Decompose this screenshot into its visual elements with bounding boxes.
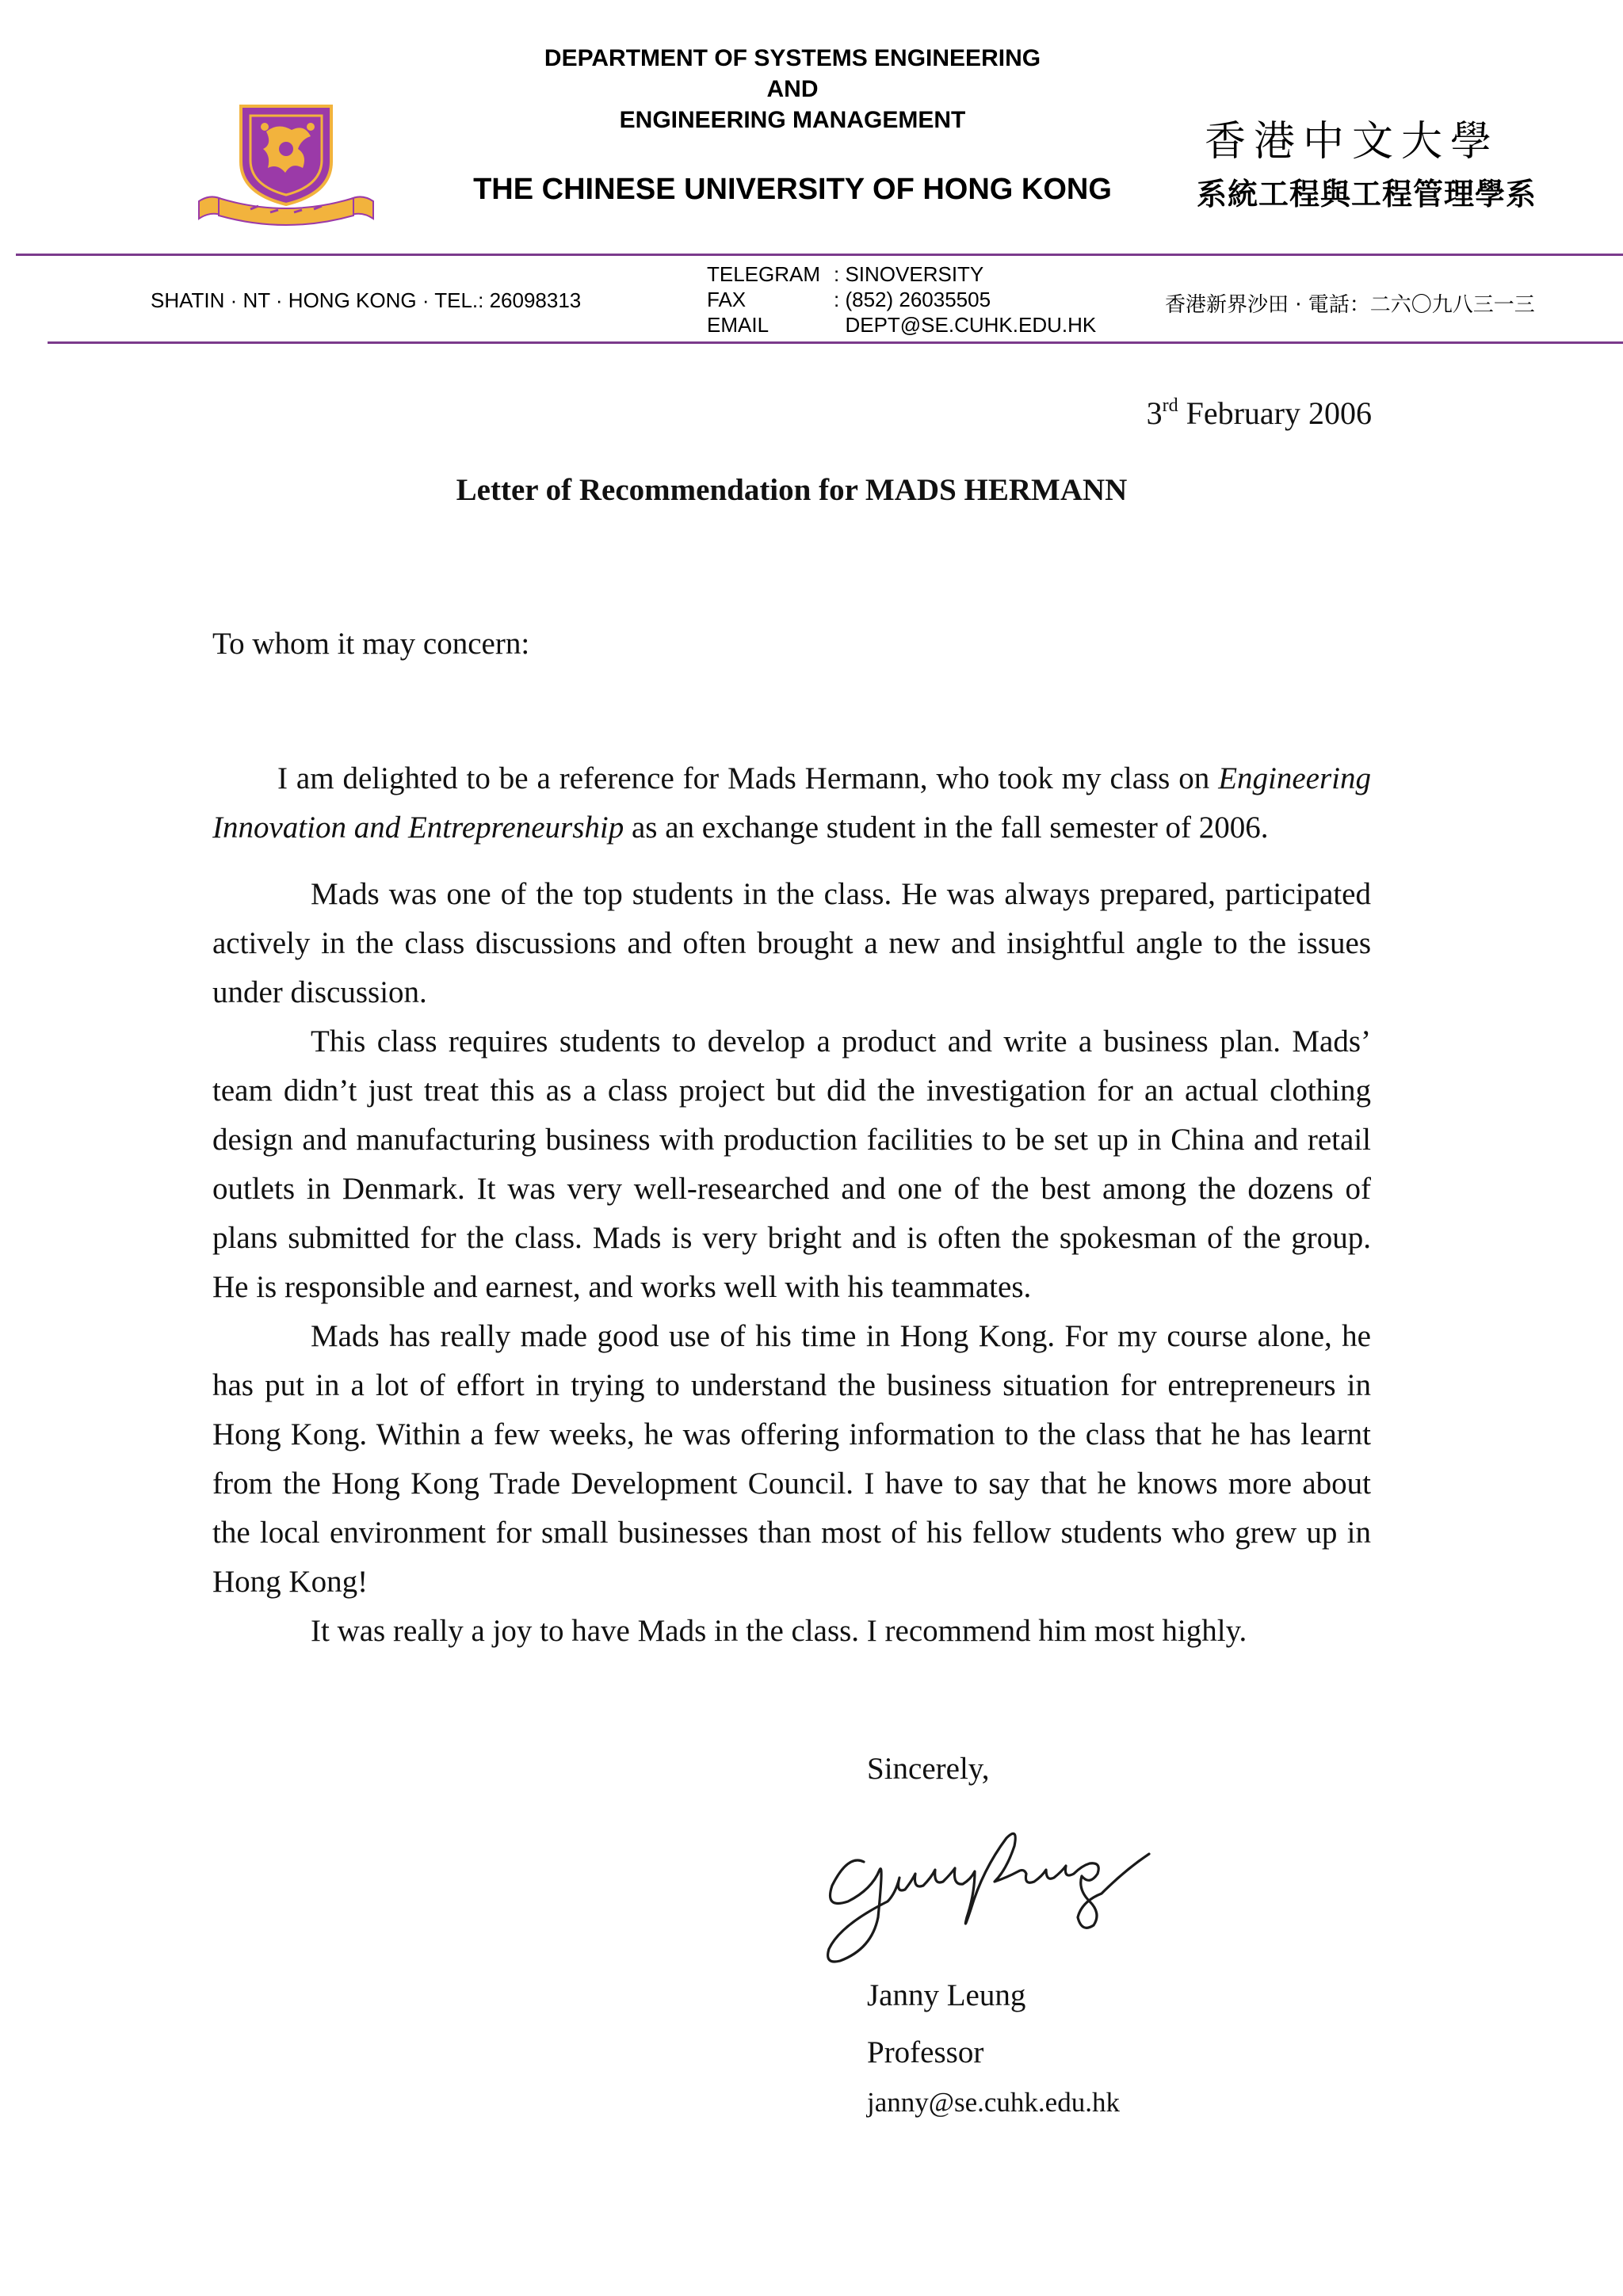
contact-key: FAX <box>707 288 747 311</box>
paragraph-1 <box>212 754 1371 852</box>
paragraph-2: Mads was one of the top students in the class. He was always prepared, participated actively in the class discussions and often brought a new and insightful angle to the issues under discussion. <box>212 877 1371 1009</box>
paragraph-4: Mads has really made good use of his time in Hong Kong. For my course alone, he has put in a lot of effort in trying to understand the business situation for entrepreneurs in Hong Kong. Within a few weeks, he was offering information to the class that he has learnt from the Hong Kong Trade Development Council. I have to say that he knows more about the local environment for small businesses than most of his fellow students who grew up in Hong Kong! <box>212 1319 1371 1599</box>
address-line: SHATIN · NT · HONG KONG · TEL.: 26098313 <box>151 288 582 312</box>
university-name: THE CHINESE UNIVERSITY OF HONG KONG <box>473 173 1112 206</box>
course-title: Engineering Innovation and Entrepreneurship <box>212 761 1371 845</box>
contact-block <box>707 261 1096 338</box>
date-day: 3 <box>1146 395 1163 431</box>
paragraph-3: This class requires students to develop a product and write a business plan. Mads’ team didn’t just treat this as a class project but did the investigation for an actual clothing design and manufacturing business with production facilities to be set up in China and retail outlets in Denmark. It was very well-researched and one of the best among the dozens of plans submitted for the class. Mads is very bright and is often the spokesman of the group. He is responsible and earnest, and works well with his teammates. <box>212 1024 1371 1304</box>
contact-value: : (852) 26035505 <box>834 288 991 311</box>
contact-key: TELEGRAM <box>707 262 821 286</box>
contact-row-email <box>707 312 1096 338</box>
contact-value: DEPT@SE.CUHK.EDU.HK <box>834 313 1097 337</box>
letterhead-bottom-rule <box>48 341 1623 344</box>
department-line-2: AND <box>766 76 819 102</box>
date-month-year: February 2006 <box>1178 395 1372 431</box>
contact-row-telegram <box>707 261 1096 287</box>
university-crest-logo <box>195 100 377 227</box>
date-suffix: rd <box>1162 395 1178 416</box>
handwritten-signature <box>816 1814 1165 1973</box>
letter-date <box>1147 395 1372 432</box>
paragraph-5: It was really a joy to have Mads in the class. I recommend him most highly. <box>311 1614 1247 1648</box>
letter-body <box>212 754 1371 1656</box>
closing: Sincerely, <box>867 1752 990 1786</box>
signatory-email: janny@se.cuhk.edu.hk <box>867 2087 1120 2118</box>
letterhead-top-rule <box>16 254 1623 256</box>
address-line-chinese: 香港新界沙田 · 電話：二六〇九八三一三 <box>1165 293 1535 317</box>
paragraph-1-text-end: as an exchange student in the fall semester of 2006. <box>624 810 1269 845</box>
contact-row-fax <box>707 287 1096 312</box>
paragraph-1-text: I am delighted to be a reference for Mads Hermann, who took my class on <box>277 761 1219 795</box>
signatory-name: Janny Leung <box>867 1978 1026 2012</box>
department-name <box>424 43 1161 135</box>
university-name-chinese: 香港中文大學 <box>1205 118 1500 166</box>
salutation: To whom it may concern: <box>212 627 530 661</box>
contact-value: : SINOVERSITY <box>834 262 984 286</box>
signatory-title: Professor <box>867 2035 984 2069</box>
department-line-3: ENGINEERING MANAGEMENT <box>619 107 966 133</box>
department-name-chinese: 系統工程與工程管理學系 <box>1197 177 1537 212</box>
department-line-1: DEPARTMENT OF SYSTEMS ENGINEERING <box>544 45 1041 71</box>
contact-key: EMAIL <box>707 313 769 337</box>
letter-subject: Letter of Recommendation for MADS HERMANN <box>456 473 1128 507</box>
